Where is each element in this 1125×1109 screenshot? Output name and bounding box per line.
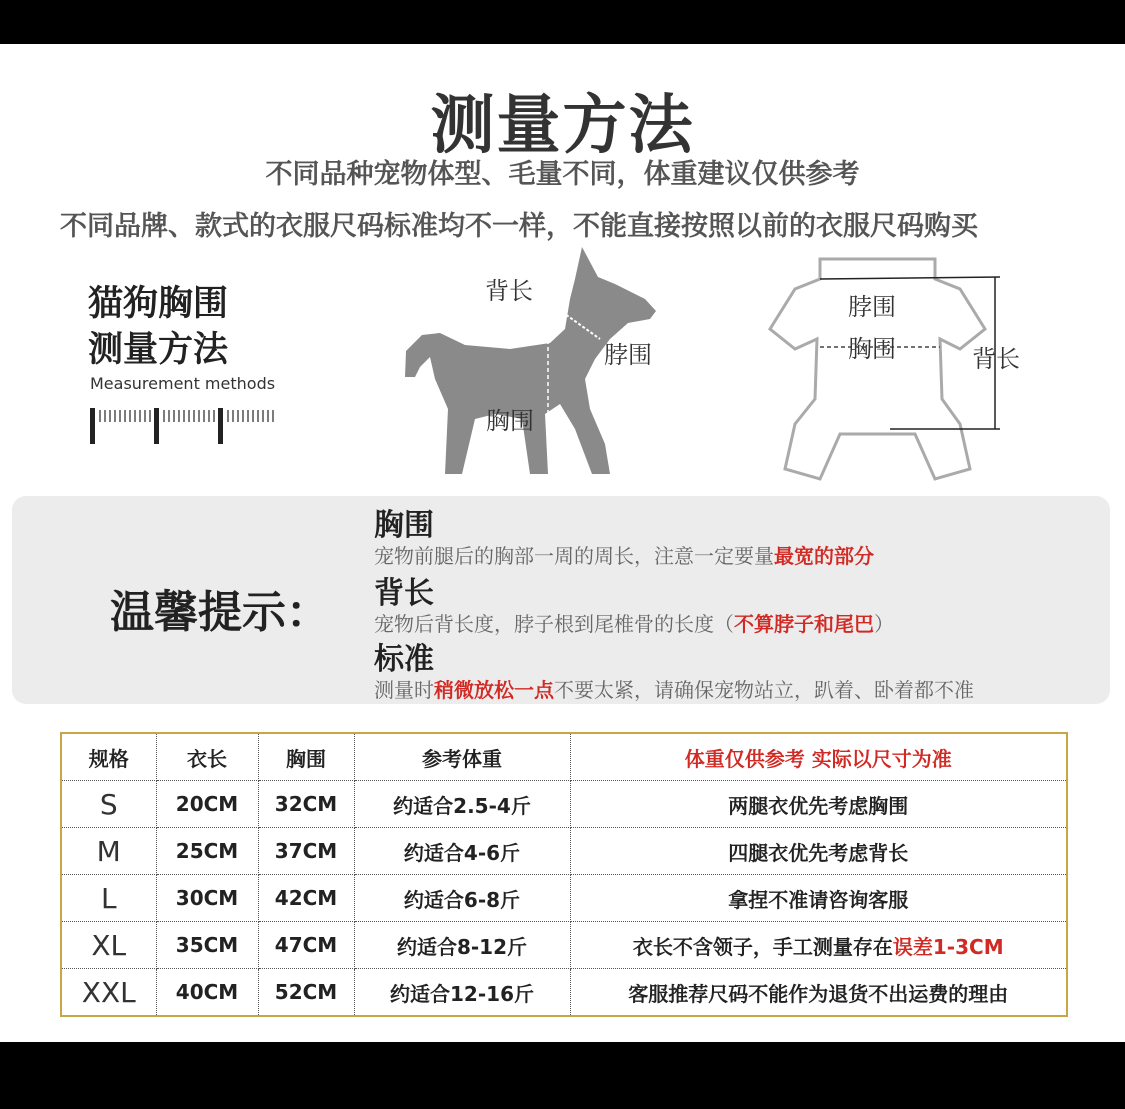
weight-cell: 约适合8-12斤: [354, 922, 570, 969]
dog-label-neck: 脖围: [604, 341, 652, 369]
cloth-label-neck: 脖围: [848, 293, 896, 321]
tip-back-desc: 宠物后背长度，脖子根到尾椎骨的长度（: [374, 612, 734, 636]
length-cell: 30CM: [156, 875, 258, 922]
subtitle-weight-note: 不同品种宠物体型、毛量不同，体重建议仅供参考: [265, 159, 860, 190]
note-text: 客服推荐尺码不能作为退货不出运费的理由: [628, 981, 1009, 1006]
table-row: [61, 922, 1067, 969]
clothing-measurement-diagram: [760, 249, 1050, 489]
tip-standard-heading: 标准: [374, 642, 434, 677]
dog-measurement-diagram: [400, 239, 700, 489]
header-note: 体重仅供参考 实际以尺寸为准: [570, 733, 1067, 781]
note-text: 衣长不含领子，手工测量存在: [632, 934, 893, 959]
chest-cell: 32CM: [258, 781, 354, 828]
tip-chest-text: [374, 540, 874, 569]
measure-heading-line2: 测量方法: [88, 330, 229, 370]
length-cell: 40CM: [156, 969, 258, 1017]
tip-standard-start: 测量时: [374, 678, 434, 702]
note-cell: [570, 781, 1067, 828]
subtitle-brand-note: 不同品牌、款式的衣服尺码标准均不一样，不能直接按照以前的衣服尺码购买: [60, 211, 978, 242]
size-cell: M: [61, 828, 156, 875]
tip-chest-highlight: 最宽的部分: [774, 544, 874, 568]
note-text: 两腿衣优先考虑胸围: [728, 793, 909, 818]
header-size: 规格: [61, 733, 156, 781]
weight-cell: 约适合6-8斤: [354, 875, 570, 922]
tips-title: 温馨提示：: [110, 587, 330, 638]
header-weight: 参考体重: [354, 733, 570, 781]
tip-standard-highlight: 稍微放松一点: [434, 678, 554, 702]
page-title: 测量方法: [430, 89, 695, 163]
note-cell: [570, 875, 1067, 922]
chest-cell: 52CM: [258, 969, 354, 1017]
table-header-row: [61, 733, 1067, 781]
tip-back-end: ）: [874, 612, 894, 636]
tips-box: [12, 496, 1110, 704]
tip-back-highlight: 不算脖子和尾巴: [734, 612, 874, 636]
measure-heading-line1: 猫狗胸围: [88, 284, 229, 324]
chest-cell: 42CM: [258, 875, 354, 922]
cloth-label-back-length: 背长: [972, 345, 1020, 373]
size-table: [60, 732, 1068, 1017]
dog-label-chest: 胸围: [486, 407, 534, 435]
dog-label-back-length: 背长: [485, 277, 533, 305]
header-chest: 胸围: [258, 733, 354, 781]
chest-cell: 47CM: [258, 922, 354, 969]
length-cell: 20CM: [156, 781, 258, 828]
table-row: [61, 828, 1067, 875]
weight-cell: 约适合2.5-4斤: [354, 781, 570, 828]
weight-cell: 约适合4-6斤: [354, 828, 570, 875]
header-length: 衣长: [156, 733, 258, 781]
note-red-text: 误差1-3CM: [892, 934, 1004, 959]
note-cell: [570, 828, 1067, 875]
tip-back-text: [374, 608, 894, 637]
content-panel: [0, 44, 1125, 1042]
size-cell: XXL: [61, 969, 156, 1017]
note-text: 拿捏不准请咨询客服: [728, 887, 909, 912]
measure-heading-english: Measurement methods: [90, 374, 276, 393]
chest-cell: 37CM: [258, 828, 354, 875]
table-row: [61, 875, 1067, 922]
ruler-icon: [88, 404, 288, 450]
length-cell: 35CM: [156, 922, 258, 969]
size-cell: S: [61, 781, 156, 828]
tip-standard-end: 不要太紧，请确保宠物站立，趴着、卧着都不准: [554, 678, 974, 702]
table-row: [61, 781, 1067, 828]
size-cell: XL: [61, 922, 156, 969]
note-text: 四腿衣优先考虑背长: [728, 840, 909, 865]
note-cell: [570, 969, 1067, 1017]
tip-standard-text: [374, 674, 974, 703]
tip-chest-heading: 胸围: [374, 508, 434, 543]
tip-back-heading: 背长: [374, 576, 434, 611]
tip-chest-desc: 宠物前腿后的胸部一周的周长，注意一定要量: [374, 544, 774, 568]
size-cell: L: [61, 875, 156, 922]
length-cell: 25CM: [156, 828, 258, 875]
cloth-label-chest: 胸围: [848, 335, 896, 363]
note-cell: [570, 922, 1067, 969]
table-row: [61, 969, 1067, 1017]
weight-cell: 约适合12-16斤: [354, 969, 570, 1017]
